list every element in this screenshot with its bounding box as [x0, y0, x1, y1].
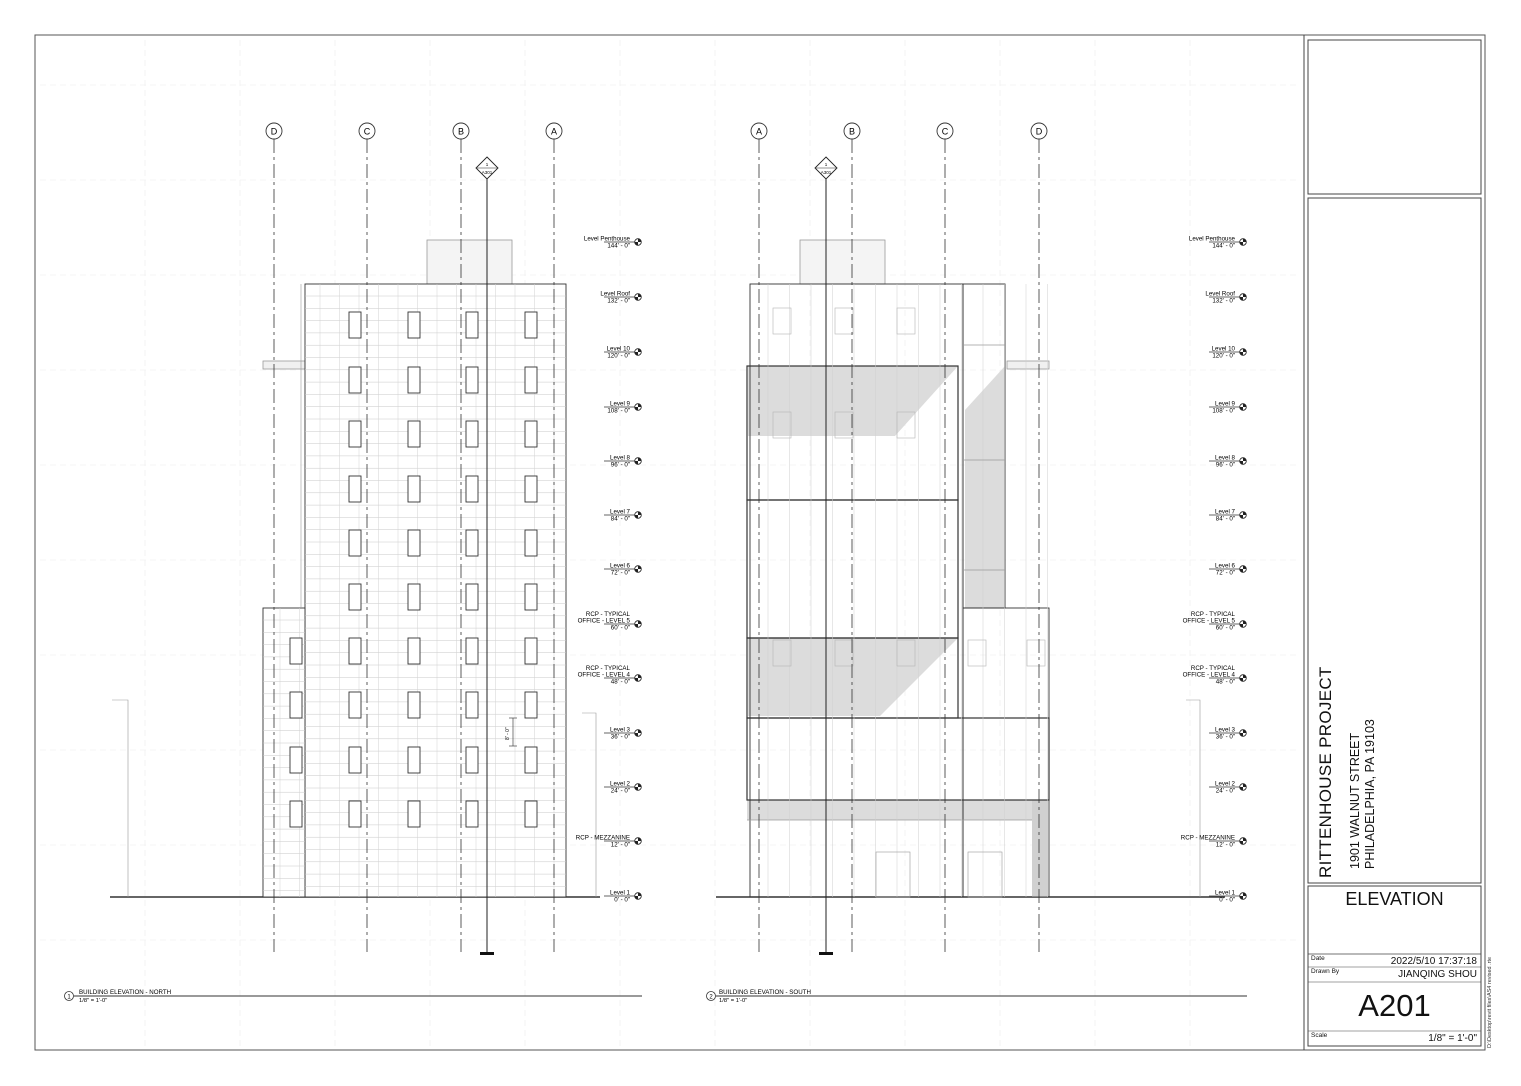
window	[466, 312, 478, 338]
window	[408, 747, 420, 773]
level-name: Level 3	[1215, 726, 1235, 734]
view-scale: 1/8" = 1'-0"	[79, 998, 108, 1004]
window	[525, 801, 537, 827]
level-elevation: 108' - 0"	[607, 407, 630, 415]
sheet-number: A201	[1358, 988, 1431, 1023]
level-elevation: 132' - 0"	[1212, 297, 1235, 305]
window	[466, 801, 478, 827]
window	[466, 367, 478, 393]
sheet-name: ELEVATION	[1345, 889, 1444, 909]
level-elevation: 48' - 0"	[610, 678, 630, 686]
file-path: D:\Desktop\revit files\AS4 revised .rte	[1487, 956, 1493, 1048]
shadow	[1032, 800, 1048, 897]
scale-label: Scale	[1311, 1032, 1328, 1039]
level-name: Level 10	[606, 345, 630, 353]
window	[349, 692, 361, 718]
level-name: Level Penthouse	[583, 235, 630, 243]
level-name: RCP - TYPICAL	[1190, 665, 1235, 672]
window	[525, 584, 537, 610]
section-marker-sheet: A301	[481, 170, 493, 175]
window	[290, 692, 302, 718]
address-line-2: PHILADELPHIA, PA 19103	[1363, 719, 1377, 869]
window	[349, 367, 361, 393]
level-name: Level Roof	[600, 290, 630, 298]
window	[290, 747, 302, 773]
level-name: Level 1	[1215, 889, 1235, 897]
section-marker-sheet: A301	[820, 170, 832, 175]
section-marker-number: 1	[485, 162, 489, 167]
level-name: RCP - MEZZANINE	[575, 834, 630, 842]
grid-label: D	[270, 126, 278, 137]
level-name: Level 6	[1215, 562, 1235, 570]
penthouse	[427, 240, 512, 284]
penthouse	[800, 240, 885, 284]
date-value: 2022/5/10 17:37:18	[1390, 956, 1477, 967]
level-name: OFFICE - LEVEL 4	[577, 671, 630, 679]
window	[290, 638, 302, 664]
level-name: Level 8	[1215, 454, 1235, 462]
window	[349, 801, 361, 827]
canopy	[1007, 361, 1049, 369]
grid-label: A	[550, 126, 558, 137]
window	[408, 530, 420, 556]
date-label: Date	[1311, 955, 1325, 962]
view-number: 2	[709, 994, 713, 1001]
window	[408, 692, 420, 718]
window	[525, 421, 537, 447]
window	[349, 312, 361, 338]
level-elevation: 72' - 0"	[610, 569, 630, 577]
window	[349, 747, 361, 773]
window	[408, 421, 420, 447]
grid-label: C	[363, 126, 371, 137]
address-line-1: 1901 WALNUT STREET	[1348, 732, 1362, 869]
grid-label: D	[1035, 126, 1043, 137]
window	[466, 421, 478, 447]
window	[408, 476, 420, 502]
level-elevation: 144' - 0"	[1212, 242, 1235, 250]
level-elevation: 12' - 0"	[610, 841, 630, 849]
level-elevation: 12' - 0"	[1215, 841, 1235, 849]
level-elevation: 84' - 0"	[1215, 515, 1235, 523]
window	[466, 638, 478, 664]
level-elevation: 36' - 0"	[610, 733, 630, 741]
level-elevation: 96' - 0"	[610, 461, 630, 469]
level-name: Level 10	[1211, 345, 1235, 353]
level-elevation: 0' - 0"	[1219, 896, 1235, 904]
level-elevation: 120' - 0"	[1212, 352, 1235, 360]
level-name: Level 6	[610, 562, 630, 570]
window	[525, 692, 537, 718]
level-name: OFFICE - LEVEL 5	[577, 617, 630, 625]
window	[349, 476, 361, 502]
level-name: RCP - TYPICAL	[585, 611, 630, 618]
dimension-text: 8' - 0"	[505, 727, 511, 740]
grid-label: B	[457, 126, 465, 137]
window	[466, 584, 478, 610]
view-title: BUILDING ELEVATION - SOUTH	[719, 989, 811, 996]
window	[525, 638, 537, 664]
level-elevation: 48' - 0"	[1215, 678, 1235, 686]
project-name: RITTENHOUSE PROJECT	[1316, 666, 1335, 878]
window	[525, 747, 537, 773]
level-elevation: 0' - 0"	[614, 896, 630, 904]
level-elevation: 84' - 0"	[610, 515, 630, 523]
level-elevation: 108' - 0"	[1212, 407, 1235, 415]
section-marker-number: 1	[824, 162, 828, 167]
level-name: Level 2	[610, 780, 630, 788]
drawn-by-label: Drawn By	[1311, 968, 1340, 975]
level-elevation: 60' - 0"	[1215, 624, 1235, 632]
grid-label: A	[755, 126, 763, 137]
window	[525, 476, 537, 502]
scale-value: 1/8" = 1'-0"	[1428, 1033, 1477, 1044]
window	[408, 638, 420, 664]
window	[525, 312, 537, 338]
level-name: OFFICE - LEVEL 4	[1182, 671, 1235, 679]
level-name: Level 9	[1215, 400, 1235, 408]
window	[408, 312, 420, 338]
grid-label: B	[848, 126, 856, 137]
level-name: RCP - TYPICAL	[585, 665, 630, 672]
level-elevation: 132' - 0"	[607, 297, 630, 305]
level-name: Level 1	[610, 889, 630, 897]
canopy	[263, 361, 305, 369]
level-name: Level Roof	[1205, 290, 1235, 298]
level-elevation: 24' - 0"	[610, 787, 630, 795]
window	[525, 530, 537, 556]
level-elevation: 36' - 0"	[1215, 733, 1235, 741]
window	[466, 747, 478, 773]
level-name: Level 7	[1215, 508, 1235, 516]
level-elevation: 24' - 0"	[1215, 787, 1235, 795]
window	[408, 801, 420, 827]
window	[349, 421, 361, 447]
section-cut-end	[819, 952, 833, 955]
level-name: RCP - TYPICAL	[1190, 611, 1235, 618]
view-scale: 1/8" = 1'-0"	[719, 998, 748, 1004]
level-elevation: 60' - 0"	[610, 624, 630, 632]
window	[525, 367, 537, 393]
level-elevation: 96' - 0"	[1215, 461, 1235, 469]
level-name: Level Penthouse	[1188, 235, 1235, 243]
level-name: Level 2	[1215, 780, 1235, 788]
view-number: 1	[67, 994, 71, 1001]
window	[408, 367, 420, 393]
window	[349, 638, 361, 664]
window	[408, 584, 420, 610]
window	[466, 530, 478, 556]
level-name: RCP - MEZZANINE	[1180, 834, 1235, 842]
section-cut-end	[480, 952, 494, 955]
level-elevation: 72' - 0"	[1215, 569, 1235, 577]
window	[290, 801, 302, 827]
level-elevation: 144' - 0"	[607, 242, 630, 250]
level-name: Level 3	[610, 726, 630, 734]
level-elevation: 120' - 0"	[607, 352, 630, 360]
level-name: Level 9	[610, 400, 630, 408]
view-title: BUILDING ELEVATION - NORTH	[79, 989, 172, 996]
window	[466, 692, 478, 718]
level-name: OFFICE - LEVEL 5	[1182, 617, 1235, 625]
window	[349, 530, 361, 556]
window	[349, 584, 361, 610]
level-name: Level 7	[610, 508, 630, 516]
grid-label: C	[941, 126, 949, 137]
level-name: Level 8	[610, 454, 630, 462]
drawn-by-value: JIANQING SHOU	[1398, 969, 1477, 980]
window	[466, 476, 478, 502]
